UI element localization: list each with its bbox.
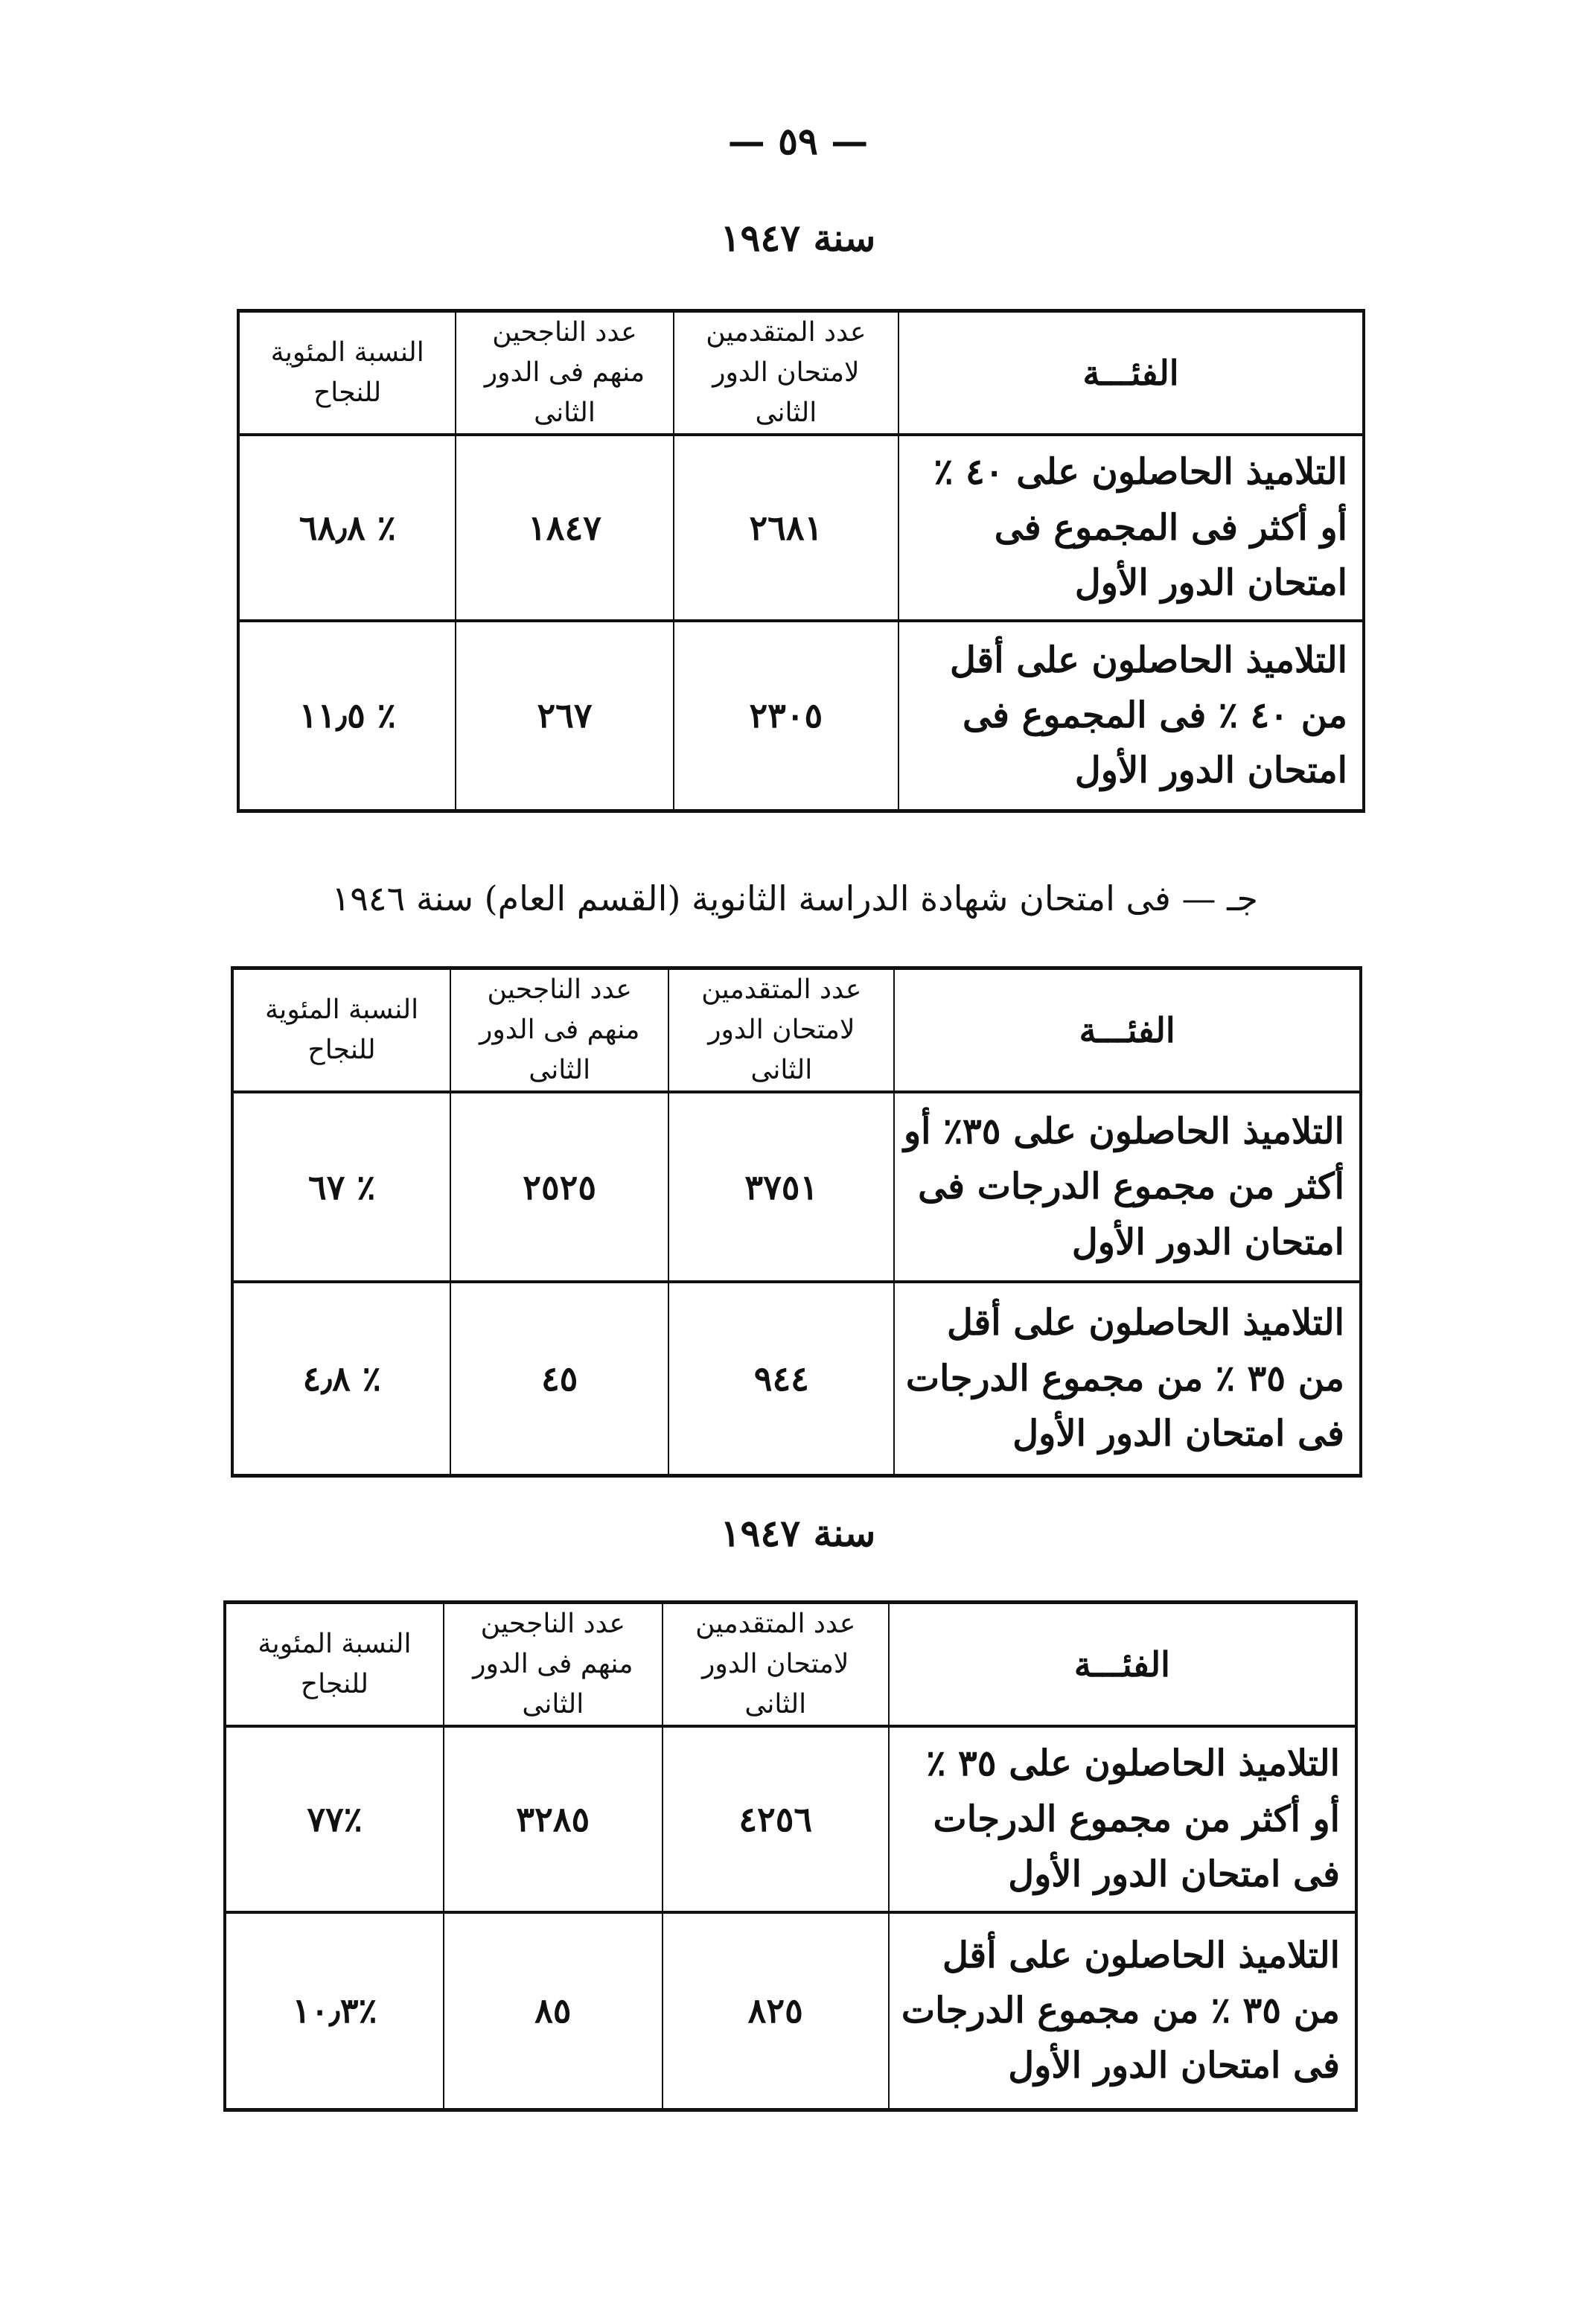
rate-cell: ٪ ٦٧ — [232, 1092, 450, 1282]
table-1 — [237, 309, 1365, 813]
table-3 — [223, 1600, 1358, 2112]
table-3-caption: سنة ١٩٤٧ — [720, 1511, 876, 1555]
rate-cell: ٪ ٦٨٫٨ — [238, 435, 456, 621]
rate-header: النسبة المئوية للنجاح — [238, 311, 456, 435]
rate-header: النسبة المئوية للنجاح — [232, 968, 450, 1093]
passed-header: عدد الناجحين منهم فى الدور الثانى — [450, 968, 668, 1093]
category-cell: التلاميذ الحاصلون على ٣٥ ٪ أو أكثر من مجموع الدرجات فى امتحان الدور الأول — [889, 1726, 1356, 1912]
examinees-cell: ٩٤٤ — [668, 1282, 894, 1475]
category-cell: التلاميذ الحاصلون على أقل من ٣٥ ٪ من مجموع الدرجات فى امتحان الدور الأول — [889, 1912, 1356, 2110]
rate-cell: ٪٧٧ — [225, 1726, 444, 1912]
passed-cell: ٤٥ — [450, 1282, 668, 1475]
passed-cell: ٨٥ — [444, 1912, 663, 2110]
passed-cell: ١٨٤٧ — [456, 435, 673, 621]
category-header: الفئـــة — [894, 968, 1361, 1093]
table-header-row — [232, 968, 1361, 1093]
examinees-header: عدد المتقدمين لامتحان الدور الثانى — [668, 968, 894, 1093]
table-header-row — [238, 311, 1364, 435]
table-2 — [231, 966, 1362, 1478]
passed-cell: ٣٢٨٥ — [444, 1726, 663, 1912]
examinees-header: عدد المتقدمين لامتحان الدور الثانى — [674, 311, 898, 435]
examinees-cell: ٨٢٥ — [663, 1912, 889, 2110]
category-cell: التلاميذ الحاصلون على أقل من ٣٥ ٪ من مجموع الدرجات فى امتحان الدور الأول — [894, 1282, 1361, 1475]
table-row — [238, 621, 1364, 811]
category-cell: التلاميذ الحاصلون على أقل من ٤٠ ٪ فى المجموع فى امتحان الدور الأول — [898, 621, 1364, 811]
table-row — [232, 1282, 1361, 1475]
table-row — [225, 1912, 1356, 2110]
passed-cell: ٢٥٢٥ — [450, 1092, 668, 1282]
category-header: الفئـــة — [898, 311, 1364, 435]
category-cell: التلاميذ الحاصلون على ٤٠ ٪ أو أكثر فى المجموع فى امتحان الدور الأول — [898, 435, 1364, 621]
category-cell: التلاميذ الحاصلون على ٣٥٪ أو أكثر من مجموع الدرجات فى امتحان الدور الأول — [894, 1092, 1361, 1282]
passed-cell: ٢٦٧ — [456, 621, 673, 811]
examinees-cell: ٤٢٥٦ — [663, 1726, 889, 1912]
examinees-header: عدد المتقدمين لامتحان الدور الثانى — [663, 1603, 889, 1727]
passed-header: عدد الناجحين منهم فى الدور الثانى — [456, 311, 673, 435]
rate-cell: ٪ ٤٫٨ — [232, 1282, 450, 1475]
rate-header: النسبة المئوية للنجاح — [225, 1603, 444, 1727]
table-1-caption: سنة ١٩٤٧ — [720, 216, 876, 260]
rate-cell: ٪ ١١٫٥ — [238, 621, 456, 811]
examinees-cell: ٢٣٠٥ — [674, 621, 898, 811]
passed-header: عدد الناجحين منهم فى الدور الثانى — [444, 1603, 663, 1727]
table-header-row — [225, 1603, 1356, 1727]
examinees-cell: ٢٦٨١ — [674, 435, 898, 621]
examinees-cell: ٣٧٥١ — [668, 1092, 894, 1282]
table-row — [225, 1726, 1356, 1912]
section-heading: جـ — فى امتحان شهادة الدراسة الثانوية (القسم العام) سنة ١٩٤٦ — [331, 878, 1258, 919]
rate-cell: ٪١٠٫٣ — [225, 1912, 444, 2110]
table-row — [238, 435, 1364, 621]
page-number: — ٥٩ — — [727, 119, 869, 163]
table-row — [232, 1092, 1361, 1282]
category-header: الفئـــة — [889, 1603, 1356, 1727]
